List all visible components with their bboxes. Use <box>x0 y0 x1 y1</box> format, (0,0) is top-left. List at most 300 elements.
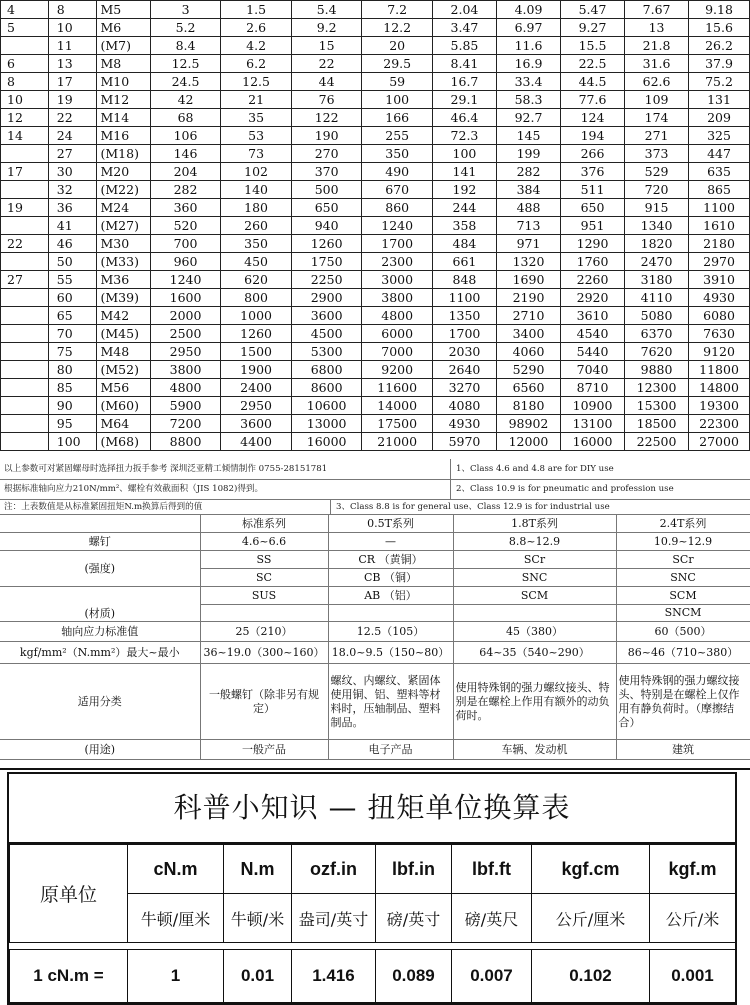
table-cell: 5440 <box>561 343 625 361</box>
table-cell: M20 <box>96 163 150 181</box>
table-cell: 10900 <box>561 397 625 415</box>
table-cell: 53 <box>221 127 292 145</box>
table-cell: 70 <box>48 325 96 343</box>
table-cell: 14800 <box>689 379 750 397</box>
unit-chinese: 磅/英尺 <box>452 894 532 943</box>
table-cell: 971 <box>496 235 560 253</box>
table-cell: 10 <box>48 19 96 37</box>
table-cell: 9.2 <box>291 19 362 37</box>
table-cell: 75.2 <box>689 73 750 91</box>
table-cell: 35 <box>221 109 292 127</box>
table-cell: 42 <box>150 91 221 109</box>
table-cell: 7.2 <box>362 1 433 19</box>
stress-value: 12.5（105） <box>328 622 453 642</box>
table-row <box>1 235 750 253</box>
table-cell: 8.4 <box>150 37 221 55</box>
range-value: 86~46（710~380） <box>616 642 750 664</box>
unit-conversion-card <box>7 772 737 1005</box>
table-cell: M8 <box>96 55 150 73</box>
table-cell: 5.85 <box>432 37 496 55</box>
table-cell: 59 <box>362 73 433 91</box>
table-cell: 102 <box>221 163 292 181</box>
table-cell: 12000 <box>496 433 560 451</box>
table-cell: 650 <box>561 199 625 217</box>
table-cell: 6370 <box>625 325 689 343</box>
table-row <box>1 289 750 307</box>
label-use: (用途) <box>0 740 200 760</box>
label-material: (材质) <box>0 587 200 622</box>
table-cell: 26.2 <box>689 37 750 55</box>
table-cell: 100 <box>362 91 433 109</box>
table-cell: 62.6 <box>625 73 689 91</box>
notes-row-1 <box>0 459 750 479</box>
table-cell: 488 <box>496 199 560 217</box>
table-cell: 2900 <box>291 289 362 307</box>
table-cell <box>1 343 49 361</box>
table-row <box>1 163 750 181</box>
table-cell: 4.09 <box>496 1 560 19</box>
table-cell: 98902 <box>496 415 560 433</box>
material: SNC <box>453 569 616 587</box>
table-cell: 1260 <box>221 325 292 343</box>
note-left-1: 以上参数可对紧固螺母时选择扭力扳手参考 深圳泛亚精工倾情制作 0755-28151781 <box>4 463 328 474</box>
table-cell: 15 <box>291 37 362 55</box>
table-cell: 15.5 <box>561 37 625 55</box>
table-cell: 4540 <box>561 325 625 343</box>
table-cell: 7620 <box>625 343 689 361</box>
table-cell: 5 <box>1 19 49 37</box>
table-cell: 77.6 <box>561 91 625 109</box>
unit-chinese: 牛顿/米 <box>224 894 292 943</box>
table-cell: 19 <box>1 199 49 217</box>
table-cell: 4 <box>1 1 49 19</box>
grade-class: — <box>328 533 453 551</box>
notes-row-3 <box>0 500 750 514</box>
table-row <box>1 433 750 451</box>
table-cell: 2950 <box>221 397 292 415</box>
table-cell: 13000 <box>291 415 362 433</box>
unit-chinese: 盎司/英寸 <box>292 894 376 943</box>
material: SCM <box>453 587 616 605</box>
table-cell: 2500 <box>150 325 221 343</box>
table-cell <box>1 325 49 343</box>
apply-text: 一般螺钉（除非另有规定） <box>200 664 328 740</box>
material: SCr <box>453 551 616 569</box>
table-cell: 5.47 <box>561 1 625 19</box>
notes-row-2 <box>0 480 750 499</box>
table-row <box>1 109 750 127</box>
table-cell: 2180 <box>689 235 750 253</box>
table-cell <box>1 397 49 415</box>
table-cell: 1240 <box>362 217 433 235</box>
table-cell: 13100 <box>561 415 625 433</box>
table-cell: 720 <box>625 181 689 199</box>
table-cell: 29.5 <box>362 55 433 73</box>
table-cell: 500 <box>291 181 362 199</box>
table-cell: 9120 <box>689 343 750 361</box>
table-cell: 511 <box>561 181 625 199</box>
label-strength: (强度) <box>0 551 200 587</box>
stress-value: 60（500） <box>616 622 750 642</box>
conversion-value: 0.001 <box>650 950 736 1003</box>
table-cell: 17 <box>48 73 96 91</box>
grade-class: 10.9~12.9 <box>616 533 750 551</box>
table-cell: 12 <box>1 109 49 127</box>
table-row <box>1 19 750 37</box>
table-cell: 1700 <box>432 325 496 343</box>
table-cell: 2300 <box>362 253 433 271</box>
table-cell: 199 <box>496 145 560 163</box>
table-cell: 7000 <box>362 343 433 361</box>
table-cell: 7.67 <box>625 1 689 19</box>
table-cell: 1500 <box>221 343 292 361</box>
divider <box>0 768 750 770</box>
table-cell: 635 <box>689 163 750 181</box>
table-cell: 31.6 <box>625 55 689 73</box>
table-cell: 4500 <box>291 325 362 343</box>
table-cell: 15.6 <box>689 19 750 37</box>
table-cell: M36 <box>96 271 150 289</box>
table-cell: M42 <box>96 307 150 325</box>
table-cell: 266 <box>561 145 625 163</box>
table-cell: 1100 <box>689 199 750 217</box>
unit-header: lbf.ft <box>452 845 532 894</box>
table-cell: 4080 <box>432 397 496 415</box>
table-cell: 22 <box>291 55 362 73</box>
table-cell: 27 <box>1 271 49 289</box>
table-cell: 41 <box>48 217 96 235</box>
table-cell: 4400 <box>221 433 292 451</box>
table-cell: 620 <box>221 271 292 289</box>
table-cell: 3.47 <box>432 19 496 37</box>
table-cell: 865 <box>689 181 750 199</box>
table-cell: 5970 <box>432 433 496 451</box>
table-cell: 255 <box>362 127 433 145</box>
table-cell: 72.3 <box>432 127 496 145</box>
table-cell: 3400 <box>496 325 560 343</box>
table-cell: 55 <box>48 271 96 289</box>
table-cell: 350 <box>362 145 433 163</box>
table-cell: 3180 <box>625 271 689 289</box>
table-cell: 6800 <box>291 361 362 379</box>
table-cell: 21 <box>221 91 292 109</box>
table-cell: 2950 <box>150 343 221 361</box>
grade-class: 4.6~6.6 <box>200 533 328 551</box>
table-cell: M48 <box>96 343 150 361</box>
table-cell: 22300 <box>689 415 750 433</box>
grade-header: 标准系列 <box>200 515 328 533</box>
material: CR （黄铜） <box>328 551 453 569</box>
table-row <box>1 37 750 55</box>
table-cell: 12300 <box>625 379 689 397</box>
table-cell: 10 <box>1 91 49 109</box>
table-cell: 174 <box>625 109 689 127</box>
label-range: kgf/mm²（N.mm²）最大~最小 <box>0 642 200 664</box>
table-cell: 450 <box>221 253 292 271</box>
stress-value: 25（210） <box>200 622 328 642</box>
label-bolt: 螺钉 <box>0 533 200 551</box>
table-cell: 3800 <box>362 289 433 307</box>
table-cell: 58.3 <box>496 91 560 109</box>
table-cell: 124 <box>561 109 625 127</box>
table-cell: 21000 <box>362 433 433 451</box>
table-cell: 5.2 <box>150 19 221 37</box>
unit-header: N.m <box>224 845 292 894</box>
conversion-value: 1.416 <box>292 950 376 1003</box>
table-cell: 9200 <box>362 361 433 379</box>
table-cell: 16.9 <box>496 55 560 73</box>
table-cell: 22 <box>1 235 49 253</box>
table-cell: 529 <box>625 163 689 181</box>
table-cell: 1760 <box>561 253 625 271</box>
table-cell: 50 <box>48 253 96 271</box>
table-cell: 11.6 <box>496 37 560 55</box>
table-cell: 6560 <box>496 379 560 397</box>
table-row <box>1 361 750 379</box>
table-cell: M14 <box>96 109 150 127</box>
table-cell: 46 <box>48 235 96 253</box>
table-cell: 670 <box>362 181 433 199</box>
table-cell <box>1 289 49 307</box>
table-cell: 32 <box>48 181 96 199</box>
table-row <box>1 1 750 19</box>
table-cell: (M45) <box>96 325 150 343</box>
table-cell: 800 <box>221 289 292 307</box>
table-cell: 204 <box>150 163 221 181</box>
table-row <box>1 325 750 343</box>
table-cell: 8600 <box>291 379 362 397</box>
table-cell: 14000 <box>362 397 433 415</box>
apply-text: 螺纹、内螺纹、紧固体使用铜、铝、塑料等材料时，压轴制品、塑料制品。 <box>328 664 453 740</box>
unit-chinese: 牛顿/厘米 <box>128 894 224 943</box>
table-cell: 6000 <box>362 325 433 343</box>
table-cell: 1610 <box>689 217 750 235</box>
material <box>453 605 616 622</box>
table-cell: 700 <box>150 235 221 253</box>
table-cell: 5.4 <box>291 1 362 19</box>
table-cell: M10 <box>96 73 150 91</box>
table-cell: 8180 <box>496 397 560 415</box>
table-cell: 190 <box>291 127 362 145</box>
table-row <box>1 127 750 145</box>
unit-header: kgf.cm <box>532 845 650 894</box>
table-cell: 490 <box>362 163 433 181</box>
unit-chinese: 公斤/米 <box>650 894 736 943</box>
table-cell: 5290 <box>496 361 560 379</box>
table-row <box>1 397 750 415</box>
table-cell: 2400 <box>221 379 292 397</box>
conversion-value: 0.102 <box>532 950 650 1003</box>
table-cell: M56 <box>96 379 150 397</box>
table-cell: 447 <box>689 145 750 163</box>
table-cell: 30 <box>48 163 96 181</box>
table-cell: 9.27 <box>561 19 625 37</box>
material: SNC <box>616 569 750 587</box>
table-cell: 85 <box>48 379 96 397</box>
table-cell: 92.7 <box>496 109 560 127</box>
table-cell: 951 <box>561 217 625 235</box>
table-cell: 9.18 <box>689 1 750 19</box>
table-cell: 244 <box>432 199 496 217</box>
table-cell: M5 <box>96 1 150 19</box>
table-cell: M64 <box>96 415 150 433</box>
table-cell: 1.5 <box>221 1 292 19</box>
table-cell: 11600 <box>362 379 433 397</box>
table-cell: 17 <box>1 163 49 181</box>
material: SC <box>200 569 328 587</box>
use-value: 车辆、发动机 <box>453 740 616 760</box>
table-cell: M6 <box>96 19 150 37</box>
table-cell: 3000 <box>362 271 433 289</box>
conversion-table <box>9 844 736 1003</box>
grade-header: 2.4T系列 <box>616 515 750 533</box>
table-cell <box>1 433 49 451</box>
table-cell: 11 <box>48 37 96 55</box>
table-cell: 17500 <box>362 415 433 433</box>
table-cell: 1240 <box>150 271 221 289</box>
conversion-value: 1 <box>128 950 224 1003</box>
table-cell: 106 <box>150 127 221 145</box>
conversion-value: 0.007 <box>452 950 532 1003</box>
material: SCM <box>616 587 750 605</box>
table-cell: 33.4 <box>496 73 560 91</box>
conversion-value: 0.01 <box>224 950 292 1003</box>
table-cell: 18500 <box>625 415 689 433</box>
table-cell: 6.2 <box>221 55 292 73</box>
table-cell: 370 <box>291 163 362 181</box>
table-cell: 271 <box>625 127 689 145</box>
table-cell: 24 <box>48 127 96 145</box>
table-cell: 7040 <box>561 361 625 379</box>
table-cell: 36 <box>48 199 96 217</box>
apply-text: 使用特殊钢的强力螺纹接头、特别是在螺栓上作用有额外的动负荷时。 <box>453 664 616 740</box>
unit-header: ozf.in <box>292 845 376 894</box>
table-cell: 209 <box>689 109 750 127</box>
table-cell: 940 <box>291 217 362 235</box>
table-cell: 3910 <box>689 271 750 289</box>
table-cell: 44.5 <box>561 73 625 91</box>
label-stress: 轴向应力标准值 <box>0 622 200 642</box>
table-cell: 520 <box>150 217 221 235</box>
grade-corner <box>0 515 200 533</box>
table-cell: 915 <box>625 199 689 217</box>
table-cell: 1900 <box>221 361 292 379</box>
table-cell: 27000 <box>689 433 750 451</box>
table-cell: 4110 <box>625 289 689 307</box>
table-cell: 4060 <box>496 343 560 361</box>
stress-value: 45（380） <box>453 622 616 642</box>
table-cell: (M22) <box>96 181 150 199</box>
material: SCr <box>616 551 750 569</box>
table-cell <box>1 361 49 379</box>
grade-class: 8.8~12.9 <box>453 533 616 551</box>
table-cell: 8800 <box>150 433 221 451</box>
table-cell: M12 <box>96 91 150 109</box>
use-value: 建筑 <box>616 740 750 760</box>
table-cell: 2970 <box>689 253 750 271</box>
table-row <box>1 379 750 397</box>
table-cell: 19300 <box>689 397 750 415</box>
table-cell <box>1 181 49 199</box>
table-cell: 122 <box>291 109 362 127</box>
table-cell: 180 <box>221 199 292 217</box>
table-cell: 16000 <box>291 433 362 451</box>
table-cell: 282 <box>150 181 221 199</box>
table-cell: 1340 <box>625 217 689 235</box>
table-cell: 484 <box>432 235 496 253</box>
table-cell: 11800 <box>689 361 750 379</box>
table-row <box>1 307 750 325</box>
table-cell: (M7) <box>96 37 150 55</box>
table-cell: 2470 <box>625 253 689 271</box>
table-cell: 37.9 <box>689 55 750 73</box>
table-cell: 192 <box>432 181 496 199</box>
table-cell: 16.7 <box>432 73 496 91</box>
table-cell <box>1 253 49 271</box>
table-cell: 3 <box>150 1 221 19</box>
table-cell: 282 <box>496 163 560 181</box>
table-cell: 19 <box>48 91 96 109</box>
table-cell: 2.04 <box>432 1 496 19</box>
table-cell: 100 <box>48 433 96 451</box>
table-cell: 6.97 <box>496 19 560 37</box>
table-row <box>1 217 750 235</box>
table-cell: 7200 <box>150 415 221 433</box>
table-cell: 1100 <box>432 289 496 307</box>
use-value: 电子产品 <box>328 740 453 760</box>
material: SNCM <box>616 605 750 622</box>
table-cell: 7630 <box>689 325 750 343</box>
table-cell: 194 <box>561 127 625 145</box>
table-cell: M30 <box>96 235 150 253</box>
table-cell: 145 <box>496 127 560 145</box>
table-cell: 166 <box>362 109 433 127</box>
table-cell: M16 <box>96 127 150 145</box>
conversion-title: 科普小知识 — 扭矩单位换算表 <box>9 774 735 844</box>
table-cell: 5300 <box>291 343 362 361</box>
table-cell: 1600 <box>150 289 221 307</box>
table-cell: 384 <box>496 181 560 199</box>
unit-chinese: 公斤/厘米 <box>532 894 650 943</box>
table-cell <box>1 379 49 397</box>
use-value: 一般产品 <box>200 740 328 760</box>
table-cell: 650 <box>291 199 362 217</box>
table-cell: (M39) <box>96 289 150 307</box>
table-cell: 80 <box>48 361 96 379</box>
table-cell: 3270 <box>432 379 496 397</box>
table-cell: 8.41 <box>432 55 496 73</box>
table-cell: 22 <box>48 109 96 127</box>
table-cell: 76 <box>291 91 362 109</box>
table-cell: (M68) <box>96 433 150 451</box>
table-cell: 24.5 <box>150 73 221 91</box>
unit-chinese: 磅/英寸 <box>376 894 452 943</box>
table-cell: 109 <box>625 91 689 109</box>
table-row <box>1 145 750 163</box>
bolt-torque-table <box>0 0 750 451</box>
table-cell: (M18) <box>96 145 150 163</box>
original-unit-label: 原单位 <box>10 845 128 943</box>
table-cell: 1290 <box>561 235 625 253</box>
table-cell <box>1 145 49 163</box>
table-cell: 95 <box>48 415 96 433</box>
table-cell: 4.2 <box>221 37 292 55</box>
table-cell: (M27) <box>96 217 150 235</box>
table-cell: 1750 <box>291 253 362 271</box>
table-cell: 358 <box>432 217 496 235</box>
table-cell: 90 <box>48 397 96 415</box>
table-cell: 12.5 <box>221 73 292 91</box>
